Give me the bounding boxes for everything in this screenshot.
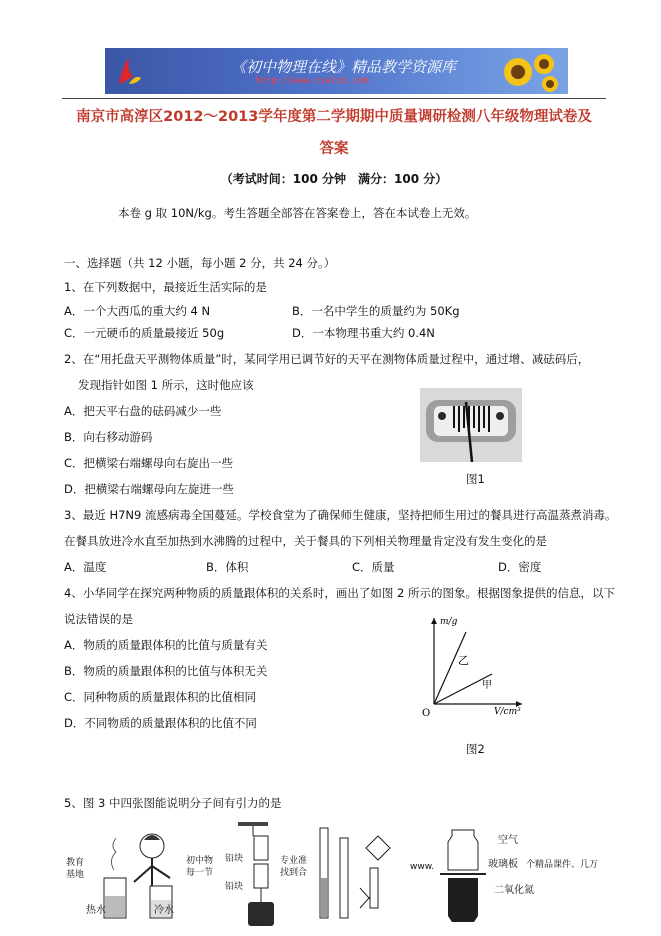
banner-url[interactable]: http://www.czwlzx.com [255, 76, 369, 86]
figure-1-balance-pointer [420, 388, 522, 462]
q4-stem-line2: 说法错误的是 [64, 612, 133, 626]
q4-stem-line1: 4、小华同学在探究两种物质的质量跟体积的关系时，画出了如图 2 所示的图象。根据图象提供的信息，以下 [64, 586, 615, 600]
fig3-watermark-mid2: 每一节 [186, 868, 214, 878]
q2-option-b: B．向右移动游码 [64, 430, 153, 444]
fig3-watermark-mid3: 专业准 [280, 856, 308, 866]
figure-2-mass-volume-graph [418, 612, 528, 722]
q3-stem-line1: 3、最近 H7N9 流感病毒全国蔓延。学校食堂为了确保师生健康，坚持把师生用过的餐具进行高温蒸煮消毒。 [64, 508, 617, 522]
q4-option-c: C．同种物质的质量跟体积的比值相同 [64, 690, 257, 704]
q1-option-c: C．一元硬币的质量最接近 50g [64, 326, 225, 340]
fig3-watermark-left1: 教育 [66, 858, 85, 868]
graph-line-yi: 乙 [458, 654, 469, 667]
q2-option-d: D．把横梁右端螺母向左旋进一些 [64, 482, 234, 496]
fig3-hot-water: 热水 [86, 905, 106, 916]
q1-option-b: B．一名中学生的质量约为 50Kg [292, 304, 460, 318]
figure-1-caption: 图1 [466, 472, 485, 486]
q4-option-b: B．物质的质量跟体积的比值与体积无关 [64, 664, 268, 678]
q3-option-c: C．质量 [352, 560, 395, 574]
fig3-watermark-mid4: 找到合 [280, 868, 308, 878]
q1-option-a: A．一个大西瓜的重大约 4 N [64, 304, 211, 318]
q2-stem-line2: 发现指针如图 1 所示，这时他应该 [78, 378, 254, 392]
graph-origin: O [422, 708, 431, 719]
q4-option-d: D．不同物质的质量跟体积的比值不同 [64, 716, 257, 730]
q2-stem-line1: 2、在“用托盘天平测物体质量”时，某同学用已调节好的天平在测物体质量过程中，通过增、减砝码后， [64, 352, 590, 366]
fig3-watermark-right: 个精品课件、几万 [526, 860, 599, 870]
fig3-lead-block-top: 铅块 [225, 854, 244, 864]
fig3-gas-label: 二氧化氮 [494, 885, 534, 896]
sunflower-icon [500, 52, 562, 92]
banner-title: 《初中物理在线》精品教学资源库 [231, 58, 457, 76]
graph-y-label: m/g [440, 617, 458, 627]
fig3-glass-plate-label: 玻璃板 [488, 859, 518, 870]
fig3-cold-water: 冷水 [154, 905, 174, 916]
exam-note: 本卷 g 取 10N/kg。考生答题全部答在答案卷上，答在本试卷上无效。 [118, 206, 477, 220]
fig3-lead-block-bottom: 铅块 [225, 882, 244, 892]
graph-x-label: V/cm³ [494, 707, 521, 717]
section-heading: 一、选择题（共 12 小题，每小题 2 分，共 24 分。） [64, 256, 336, 270]
q1-stem: 1、在下列数据中，最接近生活实际的是 [64, 280, 267, 294]
site-logo-icon [115, 54, 145, 88]
fig3-air-label: 空气 [498, 835, 518, 846]
q1-option-d: D．一本物理书重大约 0.4N [292, 326, 435, 340]
q3-option-a: A．温度 [64, 560, 107, 574]
graph-line-jia: 甲 [482, 680, 492, 691]
fig3-tube-illustration [312, 818, 408, 930]
q3-option-d: D．密度 [498, 560, 542, 574]
fig3-watermark-url: www. [410, 862, 435, 872]
header-divider [62, 98, 606, 99]
exam-time: （考试时间：100 分钟 满分：100 分） [220, 172, 448, 186]
q4-option-a: A．物质的质量跟体积的比值与质量有关 [64, 638, 268, 652]
document-title-line2: 答案 [319, 141, 349, 157]
fig3-watermark-mid1: 初中物 [186, 856, 214, 866]
document-title-line1: 南京市高淳区2012～2013学年度第二学期期中质量调研检测八年级物理试卷及 [76, 109, 592, 125]
q2-option-c: C．把横梁右端螺母向右旋出一些 [64, 456, 234, 470]
q3-stem-line2: 在餐具放进冷水直至加热到水沸腾的过程中，关于餐具的下列相关物理量肯定没有发生变化的是 [64, 534, 547, 548]
q3-option-b: B．体积 [206, 560, 249, 574]
header-banner [105, 48, 568, 94]
q5-stem: 5、图 3 中四张图能说明分子间有引力的是 [64, 796, 282, 810]
figure-2-caption: 图2 [466, 742, 485, 756]
fig3-gas-diffusion-illustration [438, 826, 488, 930]
q2-option-a: A．把天平右盘的砝码减少一些 [64, 404, 222, 418]
fig3-watermark-left2: 基地 [66, 870, 85, 880]
